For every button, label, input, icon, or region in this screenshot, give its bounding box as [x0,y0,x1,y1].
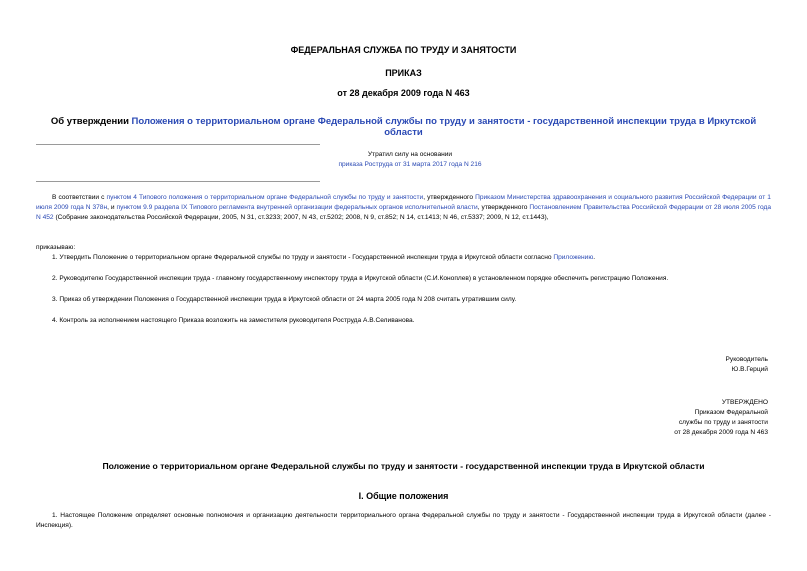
signature-role: Руководитель [725,356,768,363]
order-item-text: 1. Утвердить Положение о территориальном органе Федеральной службы по труду и занятости - Государственной инспекции труда в Иркутской области согласно [52,254,554,261]
appendix-link[interactable]: Приложению [553,254,594,261]
approval-line: от 28 декабря 2009 года N 463 [674,429,768,436]
signature-block [560,355,768,375]
preamble-text: (Собрание законодательства Российской Федерации, 2005, N 31, ст.3233; 2007, N 43, ст.5202; 2008, N 9, ст.852; N 14, ст.1413; N 46, ст.5337; 2009, N 12, ст.1443), [53,214,549,221]
preamble-text: , утвержденного [423,194,476,201]
preamble-link[interactable]: Постановлением Правительства Российской Федерации от 28 июля 2005 года N 452 [36,204,772,221]
preamble-link[interactable]: пунктом 4 Типового положения о территориальном органе Федеральной службы по труду и занятости [106,194,424,201]
appendix-paragraph-1: 1. Настоящее Положение определяет основные полномочия и организацию деятельности территориального органа Федеральной службы по труду и занятости - Государственной инспекции труда в Иркутской области (далее - Инспекция). [36,512,771,529]
doc-date: от 28 декабря 2009 года N 463 [337,88,470,98]
agency-name: ФЕДЕРАЛЬНАЯ СЛУЖБА ПО ТРУДУ И ЗАНЯТОСТИ [290,45,517,55]
order-item-1 [36,253,771,263]
status-link[interactable]: приказа Роструда от 31 марта 2017 года N 216 [338,161,482,168]
preamble-paragraph [36,193,771,223]
status-block [330,150,490,170]
order-item-2: 2. Руководителю Государственной инспекции труда - главному государственному инспектору труда в Иркутской области (С.И.Коноплев) в установленном порядке обеспечить регистрацию Положения. [52,275,669,282]
title-prefix: Об утверждении [50,116,132,127]
preamble-text: , и [107,204,117,211]
preamble-text: В соответствии с [52,194,107,201]
divider-rule [36,144,320,145]
appendix-title: Положение о территориальном органе Федеральной службы по труду и занятости - государственной инспекции труда в Иркутской области [102,461,705,471]
preamble-link[interactable]: пунктом 9.9 раздела IX Типового регламента внутренней организации федеральных органов исполнительной власти [116,204,478,211]
document-title [36,116,771,138]
approval-line: Приказом Федеральной [694,409,768,416]
approval-line: службы по труду и занятости [678,419,768,426]
order-item-4: 4. Контроль за исполнением настоящего Приказа возложить на заместителя руководителя Роструда А.В.Селиванова. [52,317,415,324]
approval-block [560,398,768,438]
preamble-link[interactable]: Приказом Министерства здравоохранения и социального развития Российской Федерации от 1 июля 2009 года N 378н [36,194,771,211]
approval-line: УТВЕРЖДЕНО [721,399,768,406]
preamble-text: , утвержденного [477,204,530,211]
section-heading: I. Общие положения [358,491,449,501]
signature-name: Ю.В.Герций [731,366,768,373]
status-text: Утратил силу на основании [367,151,453,158]
order-word: приказываю: [36,244,76,251]
doc-type: ПРИКАЗ [385,68,422,78]
order-item-text: . [593,254,596,261]
order-item-3: 3. Приказ об утверждении Положения о Государственной инспекции труда в Иркутской области от 24 марта 2005 года N 208 считать утратившим силу. [52,296,517,303]
divider-rule [36,181,320,182]
title-link[interactable]: Положения о территориальном органе Федеральной службы по труду и занятости - государственной инспекции труда в Иркутской области [131,116,757,138]
